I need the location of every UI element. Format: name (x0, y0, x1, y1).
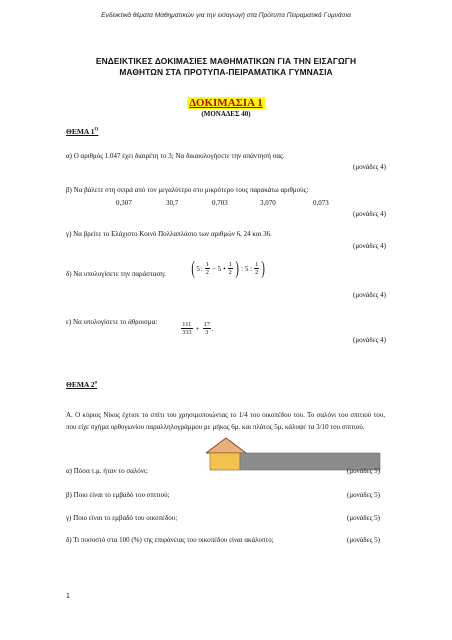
expr-op: + (195, 324, 200, 333)
theme-2-problem-text: Α. Ο κύριος Νίκος έχτισε το σπίτι του χρησιμοποιώντας το 1/4 του οικοπέδου του. Το σαλόνι του σπιτιού του, που είχε σχήμα ορθογωνίου παραλληλογράμμου με μήκος 6μ. και πλάτος 5μ, κάλυψε τα 3/10 του σπιτιού. (66, 411, 385, 431)
expr-op: − 5 (211, 264, 222, 273)
question-d: δ) Να υπολογίσετε την παράσταση: (66, 270, 166, 278)
house-roof (206, 438, 246, 453)
number-item: 30,7 (166, 199, 179, 207)
test-title-text: ΔΟΚΙΜΑΣΙΑ 1 (189, 97, 263, 109)
sub-question-a-marks: (μονάδες 5) (346, 467, 380, 475)
question-c-marks: (μονάδες 4) (352, 242, 386, 250)
question-e-marks: (μονάδες 4) (352, 336, 386, 344)
question-b-marks: (μονάδες 4) (352, 210, 386, 218)
sub-question-b: β) Ποιο είναι το εμβαδό του σπιτιού; (66, 491, 170, 499)
number-item: 0,307 (116, 199, 132, 207)
theme-1-ordinal: Ο (94, 127, 99, 133)
sub-question-d-marks: (μονάδες 5) (346, 536, 380, 544)
fraction-one-half: $\frac{1}{2}$ (228, 261, 232, 276)
expr-op: . (211, 324, 214, 333)
page-number: 1 (66, 593, 70, 600)
number-item: 0,703 (212, 199, 228, 207)
theme-2-ordinal: ο (94, 380, 98, 386)
question-e: ε) Να υπολογίσετε το άθροισμα: (66, 318, 158, 326)
sub-question-d: δ) Τι ποσοστό στα 100 (%) της επιφάνειας του οικοπέδου είναι ακάλυπτο; (66, 536, 274, 544)
house-body (210, 453, 240, 470)
page-header: Ενδεικτικά θέματα Μαθηματικών για την εισαγωγή στα Πρότυπα Πειραματικά Γυμνάσια (101, 12, 351, 19)
question-a: α) Ο αριθμός 1.047 έχει διαιρέτη το 3; Να δικαιολογήσετε την απάντησή σας. (66, 152, 285, 160)
theme-1-heading (66, 127, 98, 136)
sub-question-c: γ) Ποιο είναι το εμβαδό του οικοπέδου; (66, 514, 178, 522)
fraction-111-333: $\frac{111}{333}$ (182, 321, 192, 336)
number-item: 0,073 (313, 199, 329, 207)
fraction-17-3: $\frac{17}{3}$ (203, 321, 210, 336)
fraction-one-half: $\frac{1}{2}$ (205, 261, 209, 276)
points-total: (ΜΟΝΑΔΕΣ 40) (201, 110, 251, 118)
question-d-marks: (μονάδες 4) (352, 291, 386, 299)
document-title-line-1: ΕΝΔΕΙΚΤΙΚΕΣ ΔΟΚΙΜΑΣΙΕΣ ΜΑΘΗΜΑΤΙΚΩΝ ΓΙΑ ΤΗΝ ΕΙΣΑΓΩΓΗ (95, 56, 357, 66)
sub-question-b-marks: (μονάδες 5) (346, 491, 380, 499)
number-item: 3,070 (260, 199, 276, 207)
theme-2-label: ΘΕΜΑ 2 (66, 380, 95, 389)
question-a-marks: (μονάδες 4) (352, 163, 386, 171)
expr-op: • (223, 264, 226, 273)
sub-question-c-marks: (μονάδες 5) (346, 514, 380, 522)
expr-term: 5 (196, 264, 200, 273)
question-b: β) Να βάλετε στη σειρά από τον μεγαλύτερο στο μικρότερο τους παρακάτω αριθμούς: (66, 186, 309, 194)
question-c: γ) Να βρείτε το Ελάχιστο Κοινό Πολλαπλάσιο των αριθμών 6, 24 και 36. (66, 230, 272, 238)
fraction-one-half: $\frac{1}{2}$ (255, 261, 259, 276)
document-title-line-2: ΜΑΘΗΤΩΝ ΣΤΑ ΠΡΟΤΥΠΑ-ΠΕΙΡΑΜΑΤΙΚΑ ΓΥΜΝΑΣΙΑ (119, 67, 333, 77)
expr-op: : 5 : (241, 264, 253, 273)
expression-d: ( 5 : $\frac{1}{2}$ − 5 • $\frac{1}{2}$ ) : 5 : $\frac{1}{2}$ ) (191, 258, 266, 279)
sub-question-a: α) Πόσα τ.μ. ήταν το σαλόνι; (66, 467, 148, 475)
expression-e (180, 313, 214, 336)
test-title (0, 93, 452, 111)
expr-op: : (200, 264, 203, 273)
theme-2-heading (66, 380, 97, 389)
theme-1-label: ΘΕΜΑ 1 (66, 127, 95, 136)
